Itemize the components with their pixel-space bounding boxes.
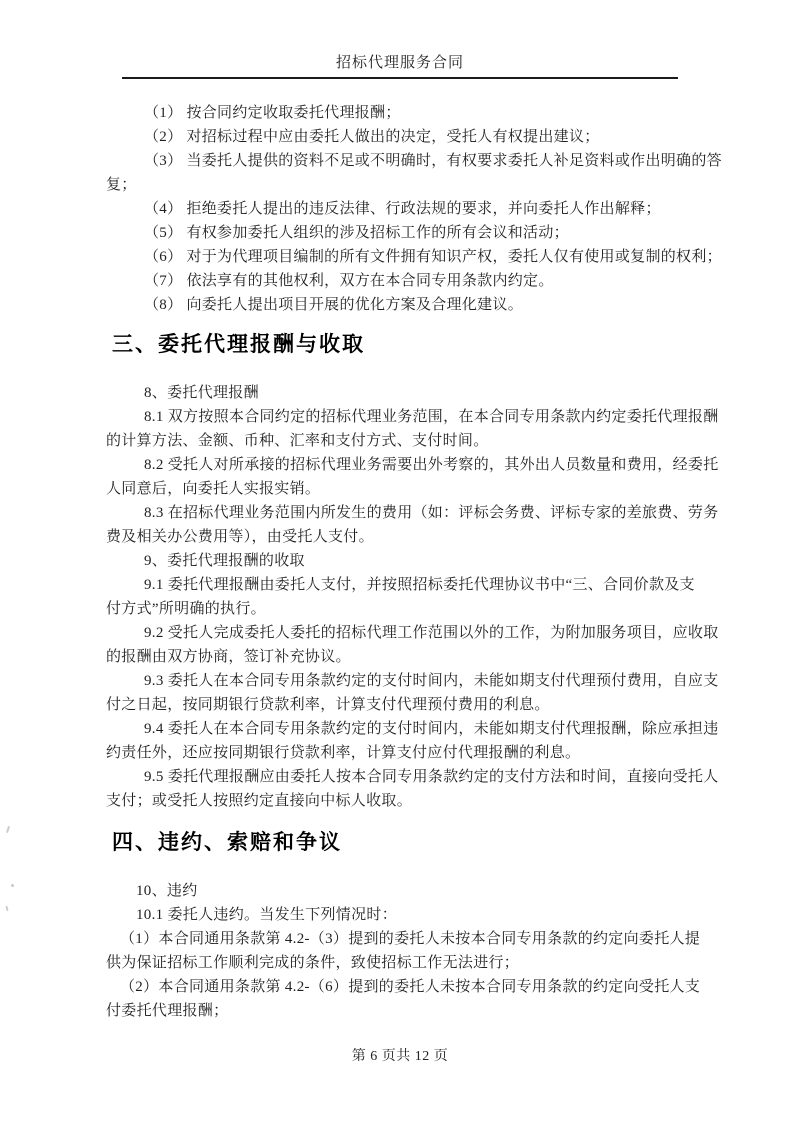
scan-artifact xyxy=(6,826,10,833)
clause-line: 8.1 双方按照本合同约定的招标代理业务范围，在本合同专用条款内约定委托代理报酬 xyxy=(144,409,719,425)
clause-line-continuation: 人同意后，向委托人实报实销。 xyxy=(106,481,321,497)
list-item: （6） 对于为代理项目编制的所有文件拥有知识产权，委托人仅有使用或复制的权利； xyxy=(144,249,722,265)
clause-title: 10、违约 xyxy=(136,883,198,899)
clause-line: 9.4 委托人在本合同专用条款约定的支付时间内，未能如期支付代理报酬，除应承担违 xyxy=(144,721,719,737)
page-number: 第 6 页共 12 页 xyxy=(351,1049,449,1064)
clause-title: 10.1 委托人违约。当发生下列情况时： xyxy=(136,907,398,923)
clause-line: 8.3 在招标代理业务范围内所发生的费用（如：评标会务费、评标专家的差旅费、劳务 xyxy=(144,505,719,521)
list-item: （4） 拒绝委托人提出的违反法律、行政法规的要求，并向委托人作出解释； xyxy=(144,201,661,217)
list-item: （1） 按合同约定收取委托代理报酬； xyxy=(144,105,401,121)
clause-line-continuation: 的计算方法、金额、币种、汇率和支付方式、支付时间。 xyxy=(106,433,489,449)
scan-artifact xyxy=(11,884,14,887)
list-item: （2） 对招标过程中应由委托人做出的决定，受托人有权提出建议； xyxy=(144,129,600,145)
list-item: （3） 当委托人提供的资料不足或不明确时，有权要求委托人补足资料或作出明确的答 xyxy=(144,153,722,169)
clause-line-continuation: 付之日起，按同期银行贷款利率，计算支付代理预付费用的利息。 xyxy=(106,697,550,713)
list-item: （1）本合同通用条款第 4.2-（3）提到的委托人未按本合同专用条款的约定向委托人提 xyxy=(120,931,701,947)
page-footer xyxy=(0,1045,800,1065)
clause-line: 9.5 委托代理报酬应由委托人按本合同专用条款约定的支付方法和时间，直接向受托人 xyxy=(144,769,719,785)
clause-line-continuation: 的报酬由双方协商，签订补充协议。 xyxy=(106,649,351,665)
clause-line-continuation: 约责任外，还应按同期银行贷款利率，计算支付应付代理报酬的利息。 xyxy=(106,745,581,761)
list-item: （7） 依法享有的其他权利，双方在本合同专用条款内约定。 xyxy=(144,273,554,289)
clause-line: 9.3 委托人在本合同专用条款约定的支付时间内，未能如期支付代理预付费用，自应支 xyxy=(144,673,719,689)
document-body xyxy=(106,101,722,1023)
clause-title: 9、委托代理报酬的收取 xyxy=(144,553,305,569)
clause-title: 8、委托代理报酬 xyxy=(144,385,259,401)
header-title: 招标代理服务合同 xyxy=(335,55,464,71)
list-item: （5） 有权参加委托人组织的涉及招标工作的所有会议和活动； xyxy=(144,225,569,241)
clause-line: 9.2 受托人完成委托人委托的招标代理工作范围以外的工作，为附加服务项目，应收取 xyxy=(144,625,719,641)
list-item-continuation: 供为保证招标工作顺利完成的条件，致使招标工作无法进行； xyxy=(106,955,520,971)
scan-artifact xyxy=(6,906,9,911)
clause-line-continuation: 支付；或受托人按照约定直接向中标人收取。 xyxy=(106,793,413,809)
clause-line: 8.2 受托人对所承接的招标代理业务需要出外考察的，其外出人员数量和费用，经委托 xyxy=(144,457,719,473)
clause-line: 9.1 委托代理报酬由委托人支付，并按照招标委托代理协议书中“三、合同价款及支 xyxy=(144,577,695,593)
section-heading-3: 三、委托代理报酬与收取 xyxy=(112,333,365,356)
clause-line-continuation: 费及相关办公费用等），由受托人支付。 xyxy=(106,529,374,545)
list-item: （2）本合同通用条款第 4.2-（6）提到的委托人未按本合同专用条款的约定向受托人支 xyxy=(120,979,701,995)
list-item: （8） 向委托人提出项目开展的优化方案及合理化建议。 xyxy=(144,297,524,313)
page-header xyxy=(0,0,800,79)
list-item-continuation: 付委托代理报酬； xyxy=(106,1003,229,1019)
section-heading-4: 四、违约、索赔和争议 xyxy=(112,831,342,854)
header-rule xyxy=(122,77,678,79)
clause-line-continuation: 付方式”所明确的执行。 xyxy=(106,601,266,617)
list-item-continuation: 复； xyxy=(106,177,137,193)
